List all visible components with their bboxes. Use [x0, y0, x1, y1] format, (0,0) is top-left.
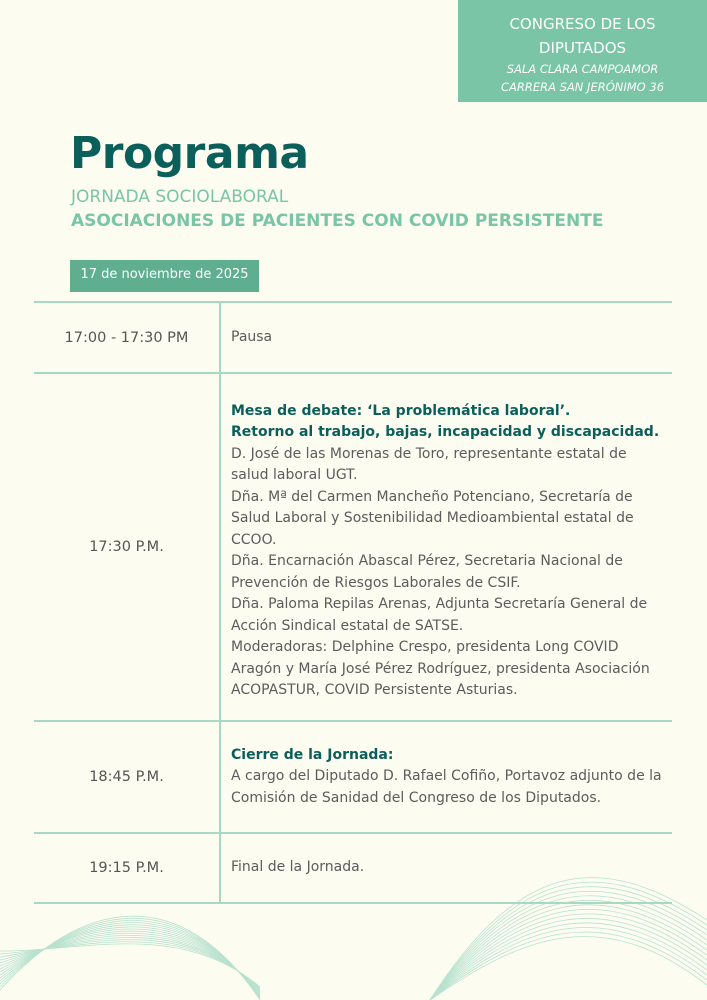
table-row	[34, 374, 672, 722]
row-heading: Retorno al trabajo, bajas, incapacidad y discapacidad.	[231, 424, 660, 440]
schedule-table	[34, 301, 672, 904]
wave-line	[0, 942, 260, 988]
row-time: 17:00 - 17:30 PM	[34, 303, 221, 372]
row-time: 19:15 P.M.	[34, 834, 221, 902]
subtitle-associations: ASOCIACIONES DE PACIENTES CON COVID PERSISTENTE	[71, 211, 604, 231]
row-time: 18:45 P.M.	[34, 722, 221, 832]
row-time: 17:30 P.M.	[34, 374, 221, 720]
subtitle-event: JORNADA SOCIOLABORAL	[71, 187, 289, 207]
page-title: Programa	[70, 128, 309, 179]
speaker-item: Dña. Mª del Carmen Mancheño Potenciano, Secretaría de Salud Laboral y Sostenibilidad Medioambiental estatal de CCOO.	[231, 488, 634, 548]
decorative-waves	[0, 840, 707, 1000]
venue-room: SALA CLARA CAMPOAMOR	[506, 62, 659, 76]
table-row	[34, 303, 672, 374]
speaker-item: Dña. Encarnación Abascal Pérez, Secretaria Nacional de Prevención de Riesgos Laborales de CSIF.	[231, 553, 623, 591]
venue-name-line2: DIPUTADOS	[538, 39, 627, 57]
row-text: Pausa	[231, 328, 273, 345]
wave-line	[430, 882, 707, 1000]
row-text: Final de la Jornada.	[231, 859, 365, 876]
row-heading: Cierre de la Jornada:	[231, 746, 394, 763]
speaker-item: D. José de las Morenas de Toro, representante estatal de salud laboral UGT.	[231, 445, 627, 483]
speaker-item: Dña. Paloma Repilas Arenas, Adjunta Secretaría General de Acción Sindical estatal de SATSE.	[231, 596, 648, 634]
venue-box	[458, 0, 707, 102]
venue-name-line1: CONGRESO DE LOS	[509, 15, 656, 33]
venue-address: CARRERA SAN JERÓNIMO 36	[500, 80, 665, 94]
date-badge: 17 de noviembre de 2025	[70, 260, 259, 292]
wave-line	[0, 938, 260, 991]
table-row	[34, 722, 672, 834]
wave-line	[0, 940, 260, 989]
row-text: A cargo del Diputado D. Rafael Cofiño, Portavoz adjunto de la Comisión de Sanidad del Congreso de los Diputados.	[231, 768, 662, 806]
row-heading: Mesa de debate: ‘La problemática laboral’.	[231, 402, 571, 419]
moderators-item: Moderadoras: Delphine Crespo, presidenta Long COVID Aragón y María José Pérez Rodríguez, presidenta Asociación ACOPASTUR, COVID Persistente Asturias.	[231, 639, 650, 698]
